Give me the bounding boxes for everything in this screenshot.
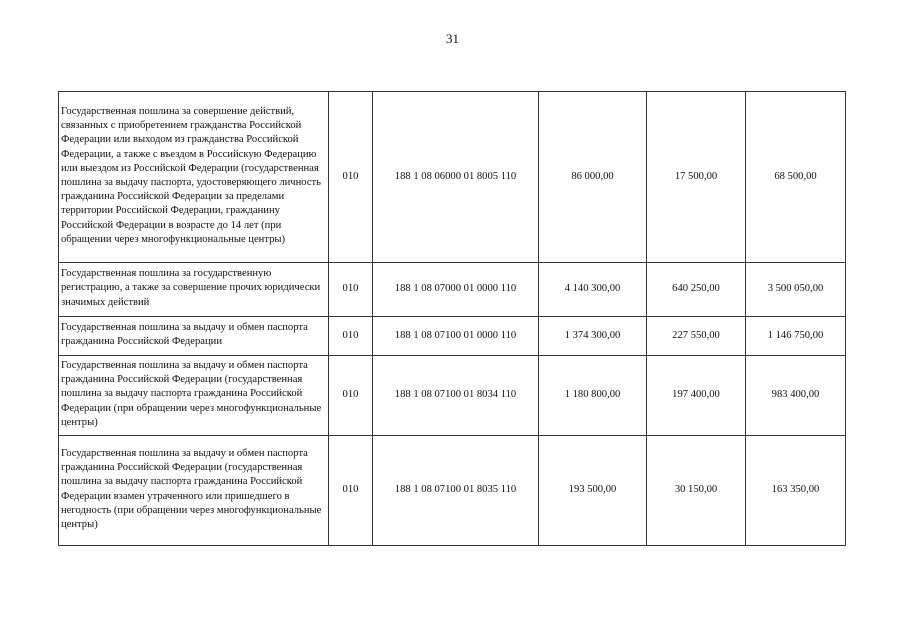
- amount-cell-3: 3 500 050,00: [746, 263, 846, 317]
- budget-classification-code: 188 1 08 07000 01 0000 110: [373, 263, 539, 317]
- income-description: Государственная пошлина за государственную регистрацию, а также за совершение прочих юридически значимых действий: [59, 263, 329, 317]
- amount-cell-2: 197 400,00: [647, 356, 746, 436]
- amount-cell-1: 4 140 300,00: [539, 263, 647, 317]
- amount-cell-3: 1 146 750,00: [746, 317, 846, 356]
- amount-cell-2: 227 550,00: [647, 317, 746, 356]
- administrator-code: 010: [329, 263, 373, 317]
- table-row: [59, 436, 846, 546]
- budget-classification-code: 188 1 08 06000 01 8005 110: [373, 92, 539, 263]
- table-row: [59, 92, 846, 263]
- amount-cell-1: 86 000,00: [539, 92, 647, 263]
- amount-cell-2: 30 150,00: [647, 436, 746, 546]
- table-row: [59, 356, 846, 436]
- amount-cell-1: 1 180 800,00: [539, 356, 647, 436]
- administrator-code: 010: [329, 317, 373, 356]
- income-description: Государственная пошлина за выдачу и обмен паспорта гражданина Российской Федерации (государственная пошлина за выдачу паспорта гражданина Российской Федерации (при обращении через многофункциональные центры): [59, 356, 329, 436]
- administrator-code: 010: [329, 92, 373, 263]
- amount-cell-3: 163 350,00: [746, 436, 846, 546]
- administrator-code: 010: [329, 356, 373, 436]
- amount-cell-3: 68 500,00: [746, 92, 846, 263]
- income-description: Государственная пошлина за выдачу и обмен паспорта гражданина Российской Федерации: [59, 317, 329, 356]
- state-duty-table: [58, 91, 846, 546]
- amount-cell-2: 17 500,00: [647, 92, 746, 263]
- amount-cell-1: 193 500,00: [539, 436, 647, 546]
- income-description: Государственная пошлина за совершение действий, связанных с приобретением гражданства Российской Федерации или выходом из гражданства Российской Федерации, а также с въездом в Российскую Федерацию или выездом из Российской Федерации (государственная пошлина за выдачу паспорта, удостоверяющего личность гражданина Российской Федерации за пределами территории Российской Федерации, гражданину Российской Федерации в возрасте до 14 лет (при обращении через многофункциональные центры): [59, 92, 329, 263]
- administrator-code: 010: [329, 436, 373, 546]
- amount-cell-2: 640 250,00: [647, 263, 746, 317]
- income-description: Государственная пошлина за выдачу и обмен паспорта гражданина Российской Федерации (государственная пошлина за выдачу паспорта гражданина Российской Федерации взамен утраченного или пришедшего в негодность (при обращении через многофункциональные центры): [59, 436, 329, 546]
- amount-cell-3: 983 400,00: [746, 356, 846, 436]
- table-row: [59, 263, 846, 317]
- budget-classification-code: 188 1 08 07100 01 8034 110: [373, 356, 539, 436]
- budget-classification-code: 188 1 08 07100 01 8035 110: [373, 436, 539, 546]
- amount-cell-1: 1 374 300,00: [539, 317, 647, 356]
- page-number: 31: [446, 31, 459, 46]
- table-row: [59, 317, 846, 356]
- budget-classification-code: 188 1 08 07100 01 0000 110: [373, 317, 539, 356]
